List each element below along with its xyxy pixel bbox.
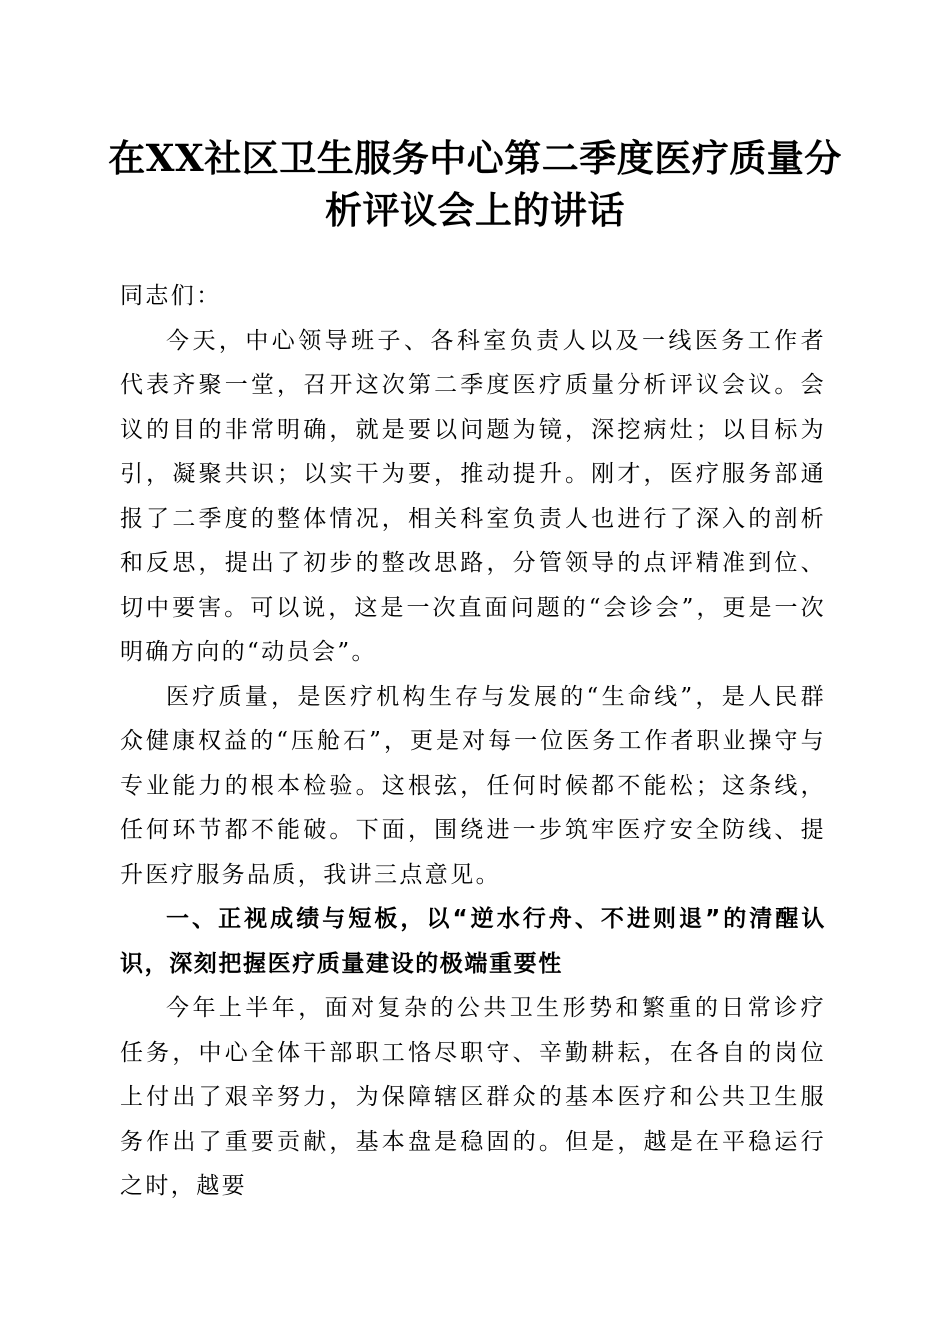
salutation: 同志们： xyxy=(120,283,222,309)
paragraph-section-1: 今年上半年，面对复杂的公共卫生形势和繁重的日常诊疗任务，中心全体干部职工恪尽职守、辛勤耕耘，在各自的岗位上付出了艰辛努力，为保障辖区群众的基本医疗和公共卫生服务作出了重要贡献，基本盘是稳固的。但是，越是在平稳运行之时，越要 xyxy=(120,995,826,1199)
paragraph-quality: 医疗质量，是医疗机构生存与发展的“生命线”，是人民群众健康权益的“压舱石”，更是对每一位医务工作者职业操守与专业能力的根本检验。这根弦，任何时候都不能松；这条线，任何环节都不能破。下面，围绕进一步筑牢医疗安全防线、提升医疗服务品质，我讲三点意见。 xyxy=(120,683,826,888)
document-body xyxy=(120,274,826,1209)
paragraph-opening: 今天，中心领导班子、各科室负责人以及一线医务工作者代表齐聚一堂，召开这次第二季度医疗质量分析评议会议。会议的目的非常明确，就是要以问题为镜，深挖病灶；以目标为引，凝聚共识；以实干为要，推动提升。刚才，医疗服务部通报了二季度的整体情况，相关科室负责人也进行了深入的剖析和反思，提出了初步的整改思路，分管领导的点评精准到位、切中要害。可以说，这是一次直面问题的“会诊会”，更是一次明确方向的“动员会”。 xyxy=(120,327,826,665)
document-title: 在XX社区卫生服务中心第二季度医疗质量分析评议会上的讲话 xyxy=(108,136,842,232)
section-heading-1: 一、正视成绩与短板，以“逆水行舟、不进则退”的清醒认识，深刻把握医疗质量建设的极端重要性 xyxy=(120,906,826,977)
